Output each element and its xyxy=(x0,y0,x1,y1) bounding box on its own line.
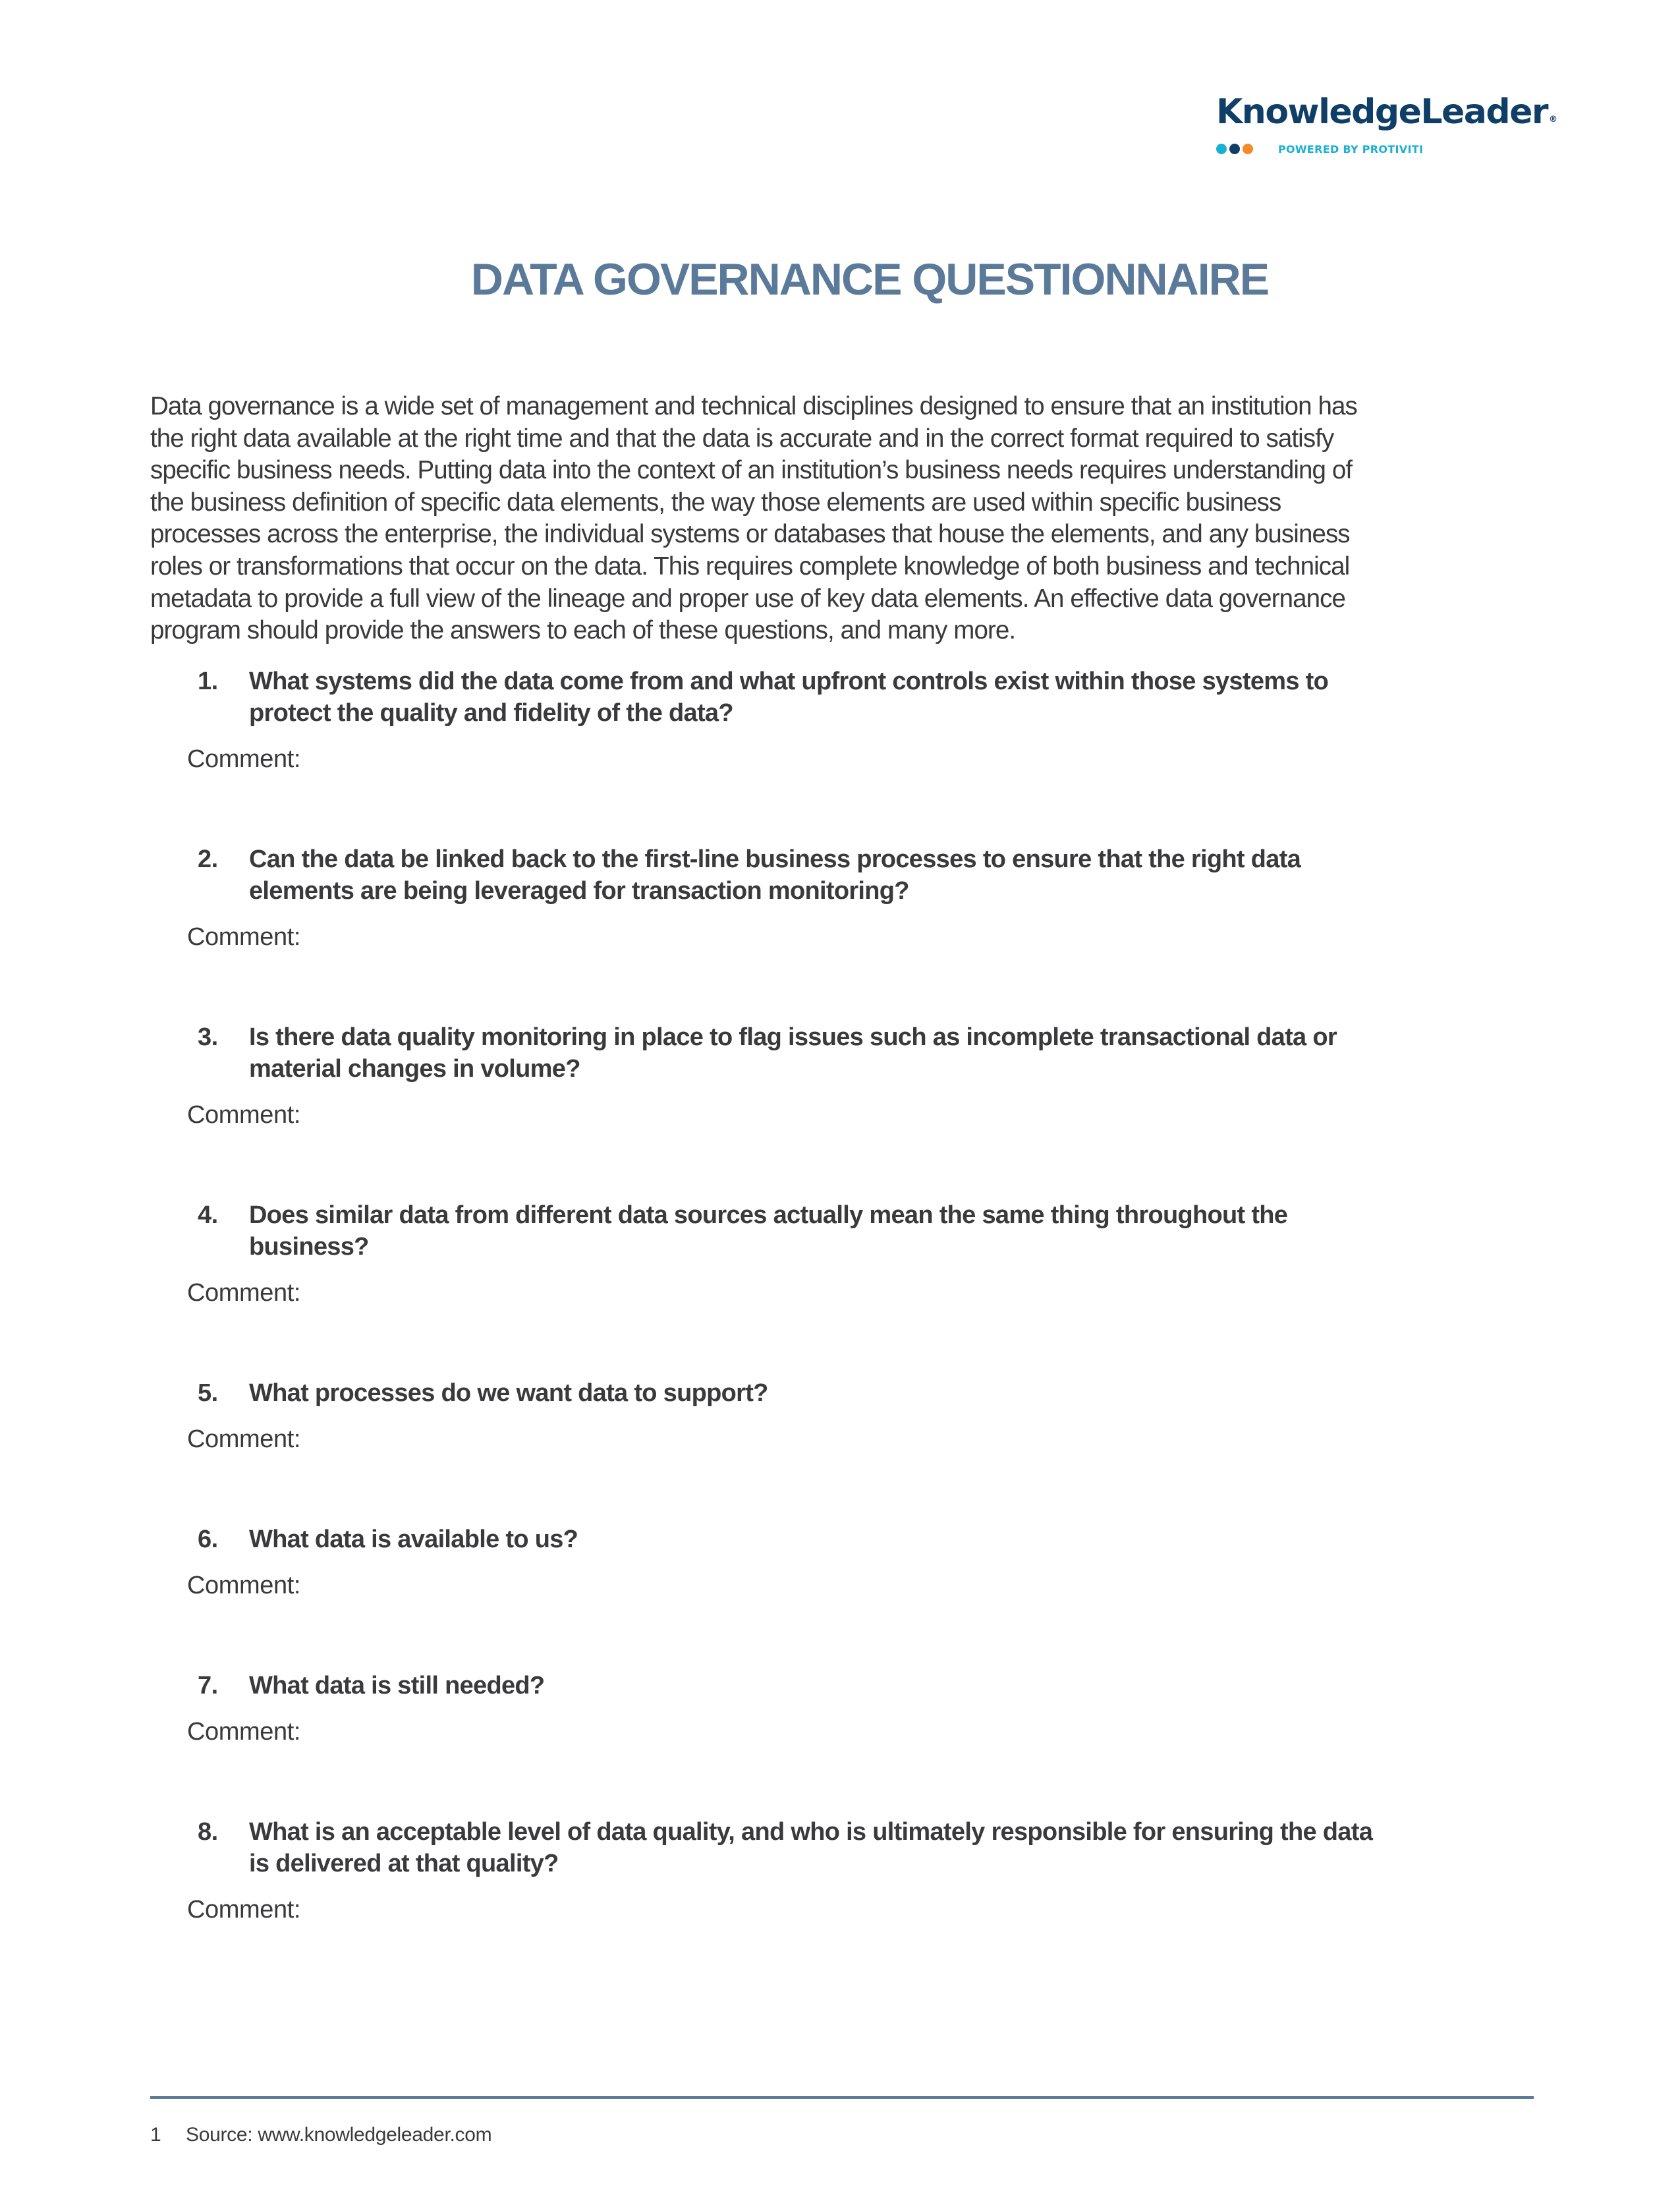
question-number: 4. xyxy=(198,1201,218,1229)
intro-paragraph xyxy=(150,391,1554,647)
intro-line: processes across the enterprise, the individual systems or databases that house the elements, and any business xyxy=(150,520,1350,549)
question-number: 1. xyxy=(198,668,218,695)
comment-field[interactable]: Comment: xyxy=(187,1425,301,1453)
logo-dot-navy-icon xyxy=(1229,144,1240,154)
question-text-line: business? xyxy=(249,1233,369,1261)
intro-line: specific business needs. Putting data into the context of an institution’s business needs requires understanding of xyxy=(150,456,1353,485)
logo-tagline: POWERED BY PROTIVITI xyxy=(1278,142,1424,156)
intro-line: the business definition of specific data elements, the way those elements are used within specific business xyxy=(150,488,1281,517)
intro-line: roles or transformations that occur on the data. This requires complete knowledge of both business and technical xyxy=(150,552,1350,581)
logo-dot-orange-icon xyxy=(1243,144,1253,154)
footer-source: Source: www.knowledgeleader.com xyxy=(186,2124,492,2146)
question-text xyxy=(249,666,1560,729)
question-text-line: Is there data quality monitoring in place to flag issues such as incomplete transactional data or xyxy=(249,1023,1337,1051)
logo-wordmark-text: KnowledgeLeader xyxy=(1216,92,1548,132)
question-text-line: elements are being leveraged for transaction monitoring? xyxy=(249,877,909,905)
question-text xyxy=(249,1670,1560,1701)
question-text xyxy=(249,1021,1560,1085)
question-text xyxy=(249,1199,1560,1263)
comment-field[interactable]: Comment: xyxy=(187,923,301,951)
question-text-line: What processes do we want data to support? xyxy=(249,1379,768,1407)
question-number: 7. xyxy=(198,1672,218,1699)
question-text-line: What data is still needed? xyxy=(249,1672,545,1699)
registered-mark: ® xyxy=(1549,115,1557,125)
question-number: 2. xyxy=(198,845,218,873)
footer xyxy=(150,2123,491,2147)
comment-field[interactable]: Comment: xyxy=(187,1718,301,1746)
question-text-line: What systems did the data come from and what upfront controls exist within those systems to xyxy=(249,668,1329,695)
page-number: 1 xyxy=(150,2124,161,2146)
question-text xyxy=(249,1816,1560,1879)
logo-wordmark xyxy=(1216,92,1557,132)
intro-line: metadata to provide a full view of the lineage and proper use of key data elements. An effective data governance xyxy=(150,584,1346,613)
footer-divider xyxy=(150,2096,1534,2099)
question-text-line: Can the data be linked back to the first-line business processes to ensure that the right data xyxy=(249,845,1301,873)
question-text-line: material changes in volume? xyxy=(249,1055,580,1083)
intro-line: program should provide the answers to each of these questions, and many more. xyxy=(150,616,1016,645)
intro-line: the right data available at the right time and that the data is accurate and in the correct format required to satisfy xyxy=(150,424,1334,453)
intro-line: Data governance is a wide set of management and technical disciplines designed to ensure that an institution has xyxy=(150,392,1357,420)
logo-tagline-row xyxy=(1216,141,1532,157)
comment-field[interactable]: Comment: xyxy=(187,745,301,773)
document-title: DATA GOVERNANCE QUESTIONNAIRE xyxy=(470,254,1269,304)
knowledgeleader-logo xyxy=(1216,92,1557,157)
question-text-line: What is an acceptable level of data quality, and who is ultimately responsible for ensuring the data xyxy=(249,1818,1373,1846)
comment-field[interactable]: Comment: xyxy=(187,1896,301,1924)
question-number: 6. xyxy=(198,1526,218,1553)
question-text-line: Does similar data from different data sources actually mean the same thing throughout the xyxy=(249,1201,1288,1229)
question-text-line: What data is available to us? xyxy=(249,1526,578,1553)
question-text-line: is delivered at that quality? xyxy=(249,1850,559,1877)
question-number: 3. xyxy=(198,1023,218,1051)
logo-dot-cyan-icon xyxy=(1216,144,1227,154)
question-text xyxy=(249,1377,1560,1409)
question-text xyxy=(249,1524,1560,1555)
question-text xyxy=(249,843,1560,907)
question-number: 5. xyxy=(198,1379,218,1407)
question-text-line: protect the quality and fidelity of the data? xyxy=(249,699,733,727)
comment-field[interactable]: Comment: xyxy=(187,1101,301,1129)
comment-field[interactable]: Comment: xyxy=(187,1279,301,1307)
comment-field[interactable]: Comment: xyxy=(187,1572,301,1599)
question-number: 8. xyxy=(198,1818,218,1846)
